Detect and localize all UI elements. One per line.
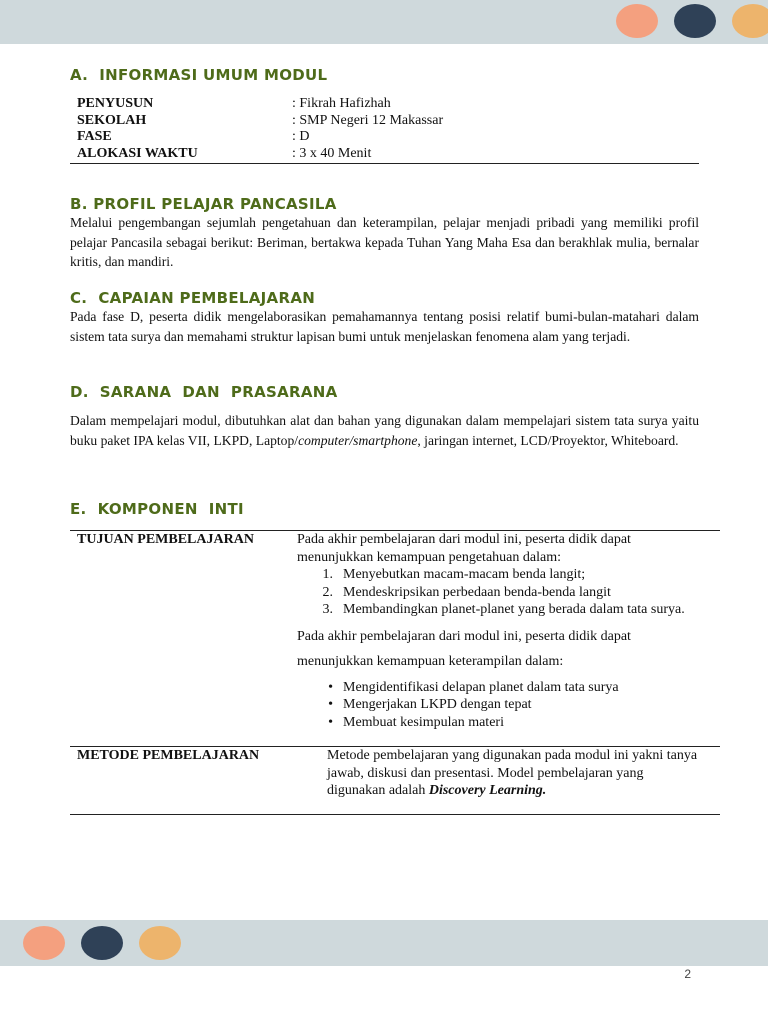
list-item-text: Mendeskripsikan perbedaan benda-benda langit [343,584,611,600]
decor-dot-navy [81,926,123,960]
page-number: 2 [684,967,691,981]
section-b-heading: B. PROFIL PELAJAR PANCASILA [70,195,337,213]
metode-content [327,747,705,800]
list-item [297,714,697,732]
info-table-bottom-rule [70,163,699,164]
info-row [77,146,699,163]
metode-text: Metode pembelajaran yang digunakan pada modul ini yakni tanya jawab, diskusi dan presentasi. Model pembelajaran yang digunakan adalah [327,748,698,798]
info-row [77,113,699,130]
list-number: 3. [322,602,333,617]
decor-dot-peach [616,4,658,38]
section-e-heading: E. KOMPONEN INTI [70,500,244,518]
capaian-paragraph: Pada fase D, peserta didik mengelaborasikan pemahamannya tentang posisi relatif bumi-bulan-matahari dalam sistem tata surya dan memahami struktur lapisan bumi untuk menjelaskan fenomena alam yang terjadi. [70,309,699,344]
decor-dot-orange [732,4,768,38]
footer-band [0,920,768,966]
info-value: : 3 x 40 Menit [292,145,372,161]
decor-dot-navy [674,4,716,38]
sarana-text: , jaringan internet, LCD/Proyektor, Whiteboard. [417,432,679,448]
decor-dot-peach [23,926,65,960]
list-item [297,696,697,714]
komponen-table-bottom-rule [70,814,720,815]
sarana-italic-text: computer/smartphone [298,432,418,448]
list-item-text: Membandingkan planet-planet yang berada dalam tata surya. [343,602,685,617]
info-label: FASE [77,129,112,144]
list-item [297,601,697,619]
section-d-heading: D. SARANA DAN PRASARANA [70,383,338,401]
info-table [77,96,699,162]
profil-paragraph: Melalui pengembangan sejumlah pengetahuan dan keterampilan, pelajar menjadi pribadi yang memiliki profil pelajar Pancasila sebagai berikut: Beriman, bertakwa kepada Tuhan Yang Maha Esa dan berakhlak mulia, bernalar kritis, dan mandiri. [70,215,699,269]
header-band [0,0,768,44]
sarana-text: Dalam mempelajari modul, dibutuhkan alat dan bahan yang digunakan dalam mempelajari sistem tata surya yaitu buku paket IPA kelas VII, LKPD, Laptop/ [70,413,699,448]
bullet-icon: • [328,697,333,712]
list-item-text: Membuat kesimpulan materi [343,714,504,730]
list-item [297,679,697,697]
bullet-icon: • [328,714,333,730]
list-item [297,566,697,584]
list-number: 1. [322,567,333,582]
tujuan-intro-skill: menunjukkan kemampuan keterampilan dalam: [297,654,564,669]
list-item [297,584,697,602]
info-row [77,96,699,113]
tujuan-intro-knowledge: Pada akhir pembelajaran dari modul ini, peserta didik dapat menunjukkan kemampuan pengetahuan dalam: [297,532,631,565]
knowledge-objectives-list [297,566,697,619]
section-c-heading: C. CAPAIAN PEMBELAJARAN [70,289,316,307]
info-label: SEKOLAH [77,112,147,128]
skill-objectives-list [297,679,697,732]
list-number: 2. [322,584,333,600]
info-label: ALOKASI WAKTU [77,145,198,161]
bullet-icon: • [328,679,333,695]
metode-model-text: Discovery Learning. [428,783,547,798]
list-item-text: Mengerjakan LKPD dengan tepat [343,697,532,712]
list-item-text: Menyebutkan macam-macam benda langit; [343,567,586,582]
tujuan-content [297,531,697,731]
sarana-paragraph [70,411,699,450]
info-value: : Fikrah Hafizhah [292,96,391,111]
decor-dot-orange [139,926,181,960]
list-item-text: Mengidentifikasi delapan planet dalam tata surya [343,679,619,695]
info-value: : D [292,129,310,144]
metode-label: METODE PEMBELAJARAN [77,748,260,763]
section-a-heading: A. INFORMASI UMUM MODUL [70,66,328,84]
info-label: PENYUSUN [77,96,154,111]
tujuan-intro-skill: Pada akhir pembelajaran dari modul ini, peserta didik dapat [297,628,631,644]
info-value: : SMP Negeri 12 Makassar [292,112,444,128]
tujuan-label: TUJUAN PEMBELAJARAN [77,532,254,547]
info-row [77,129,699,146]
